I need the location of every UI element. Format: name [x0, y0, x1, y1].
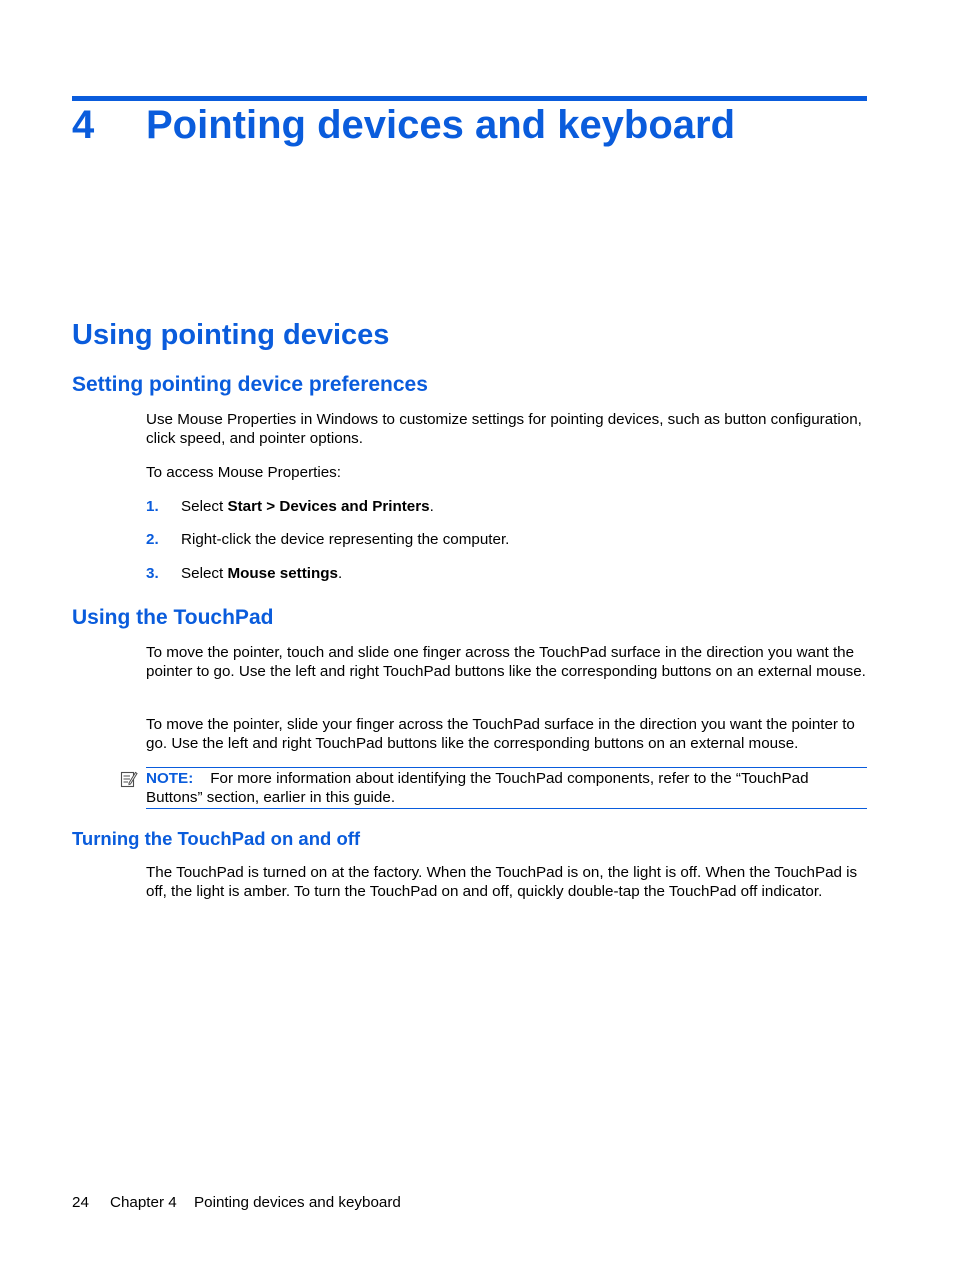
touchpad-heading: Using the TouchPad [72, 606, 274, 629]
step-text: Select Start > Devices and Printers. [181, 498, 434, 515]
footer-chapter-label: Chapter 4 [110, 1194, 177, 1211]
step-text: Right-click the device representing the computer. [181, 531, 510, 548]
preferences-access: To access Mouse Properties: [146, 464, 341, 481]
chapter-title: Pointing devices and keyboard [146, 103, 736, 147]
onoff-heading: Turning the TouchPad on and off [72, 828, 361, 849]
step-number: 1. [146, 498, 159, 515]
step-number: 2. [146, 531, 159, 548]
preferences-heading: Setting pointing device preferences [72, 373, 428, 396]
chapter-rule [72, 96, 867, 101]
footer-chapter-title: Pointing devices and keyboard [194, 1194, 401, 1211]
note-label: NOTE: [146, 770, 194, 787]
touchpad-paragraph-2: To move the pointer, slide your finger across the TouchPad surface in the direction you want the pointer to go. Use the left and right TouchPad buttons like the corresponding buttons on an external mouse. [146, 716, 855, 753]
note-text [146, 769, 867, 807]
note-box [146, 767, 867, 809]
step-text: Select Mouse settings. [181, 565, 343, 582]
section-title: Using pointing devices [72, 319, 390, 351]
note-body: For more information about identifying the TouchPad components, refer to the “TouchPad Buttons” section, earlier in this guide. [146, 770, 809, 807]
onoff-paragraph: The TouchPad is turned on at the factory. When the TouchPad is on, the light is off. When the TouchPad is off, the light is amber. To turn the TouchPad on and off, quickly double-tap the TouchPad off indicator. [146, 864, 858, 901]
step-number: 3. [146, 565, 159, 582]
note-icon [120, 770, 138, 788]
touchpad-paragraph-1: To move the pointer, touch and slide one finger across the TouchPad surface in the direction you want the pointer to go. Use the left and right TouchPad buttons like the corresponding buttons on an external mouse. [146, 644, 866, 681]
page-number: 24 [72, 1194, 89, 1211]
chapter-number: 4 [72, 103, 95, 147]
preferences-intro: Use Mouse Properties in Windows to customize settings for pointing devices, such as button configuration, click speed, and pointer options. [146, 411, 862, 448]
